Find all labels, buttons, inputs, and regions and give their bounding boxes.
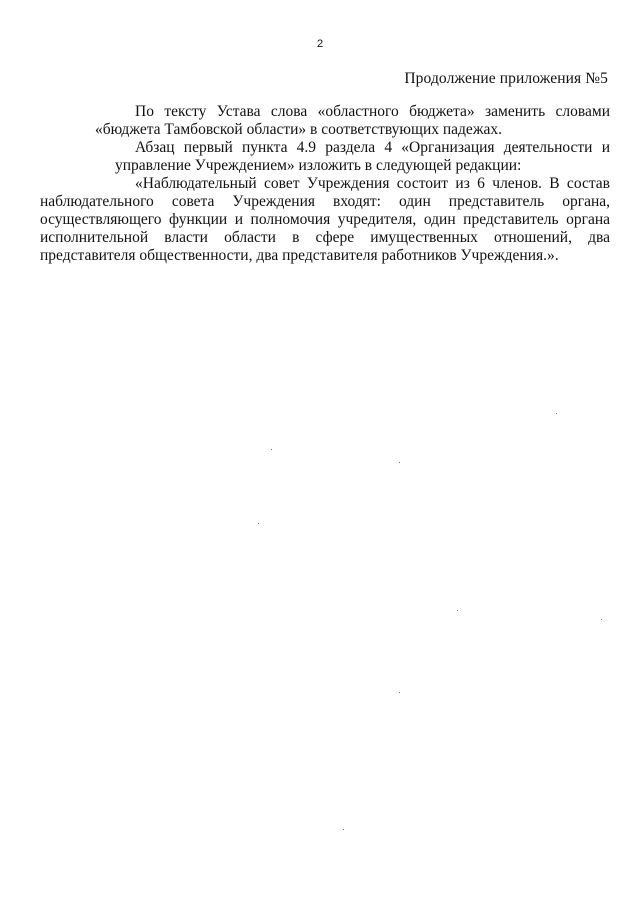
scan-speck: [457, 610, 458, 611]
scan-speck: [271, 449, 272, 450]
scan-speck: [399, 462, 400, 463]
paragraph-section-reference: Абзац первый пункта 4.9 раздела 4 «Организация деятельности и управление Учреждением» изложить в следующей редакции:: [115, 139, 610, 174]
scan-speck: [556, 413, 557, 414]
document-body: [40, 103, 610, 265]
scan-speck: [601, 619, 602, 620]
appendix-continuation-header: Продолжение приложения №5: [404, 70, 608, 87]
scan-speck: [258, 523, 259, 524]
paragraph-supervisory-board: «Наблюдательный совет Учреждения состоит из 6 членов. В состав наблюдательного совета Учреждения входят: один представитель органа, осуществляющего функции и полномочия учредителя, один представитель органа исполнительной власти области в сфере имущественных отношений, два представителя общественности, два представителя работников Учреждения.».: [40, 175, 610, 264]
paragraph-budget-wording: По тексту Устава слова «областного бюджета» заменить словами «бюджета Тамбовской области» в соответствующих падежах.: [95, 103, 610, 138]
scan-speck: [399, 692, 400, 693]
page-number: 2: [316, 38, 324, 50]
scan-speck: [343, 829, 344, 830]
